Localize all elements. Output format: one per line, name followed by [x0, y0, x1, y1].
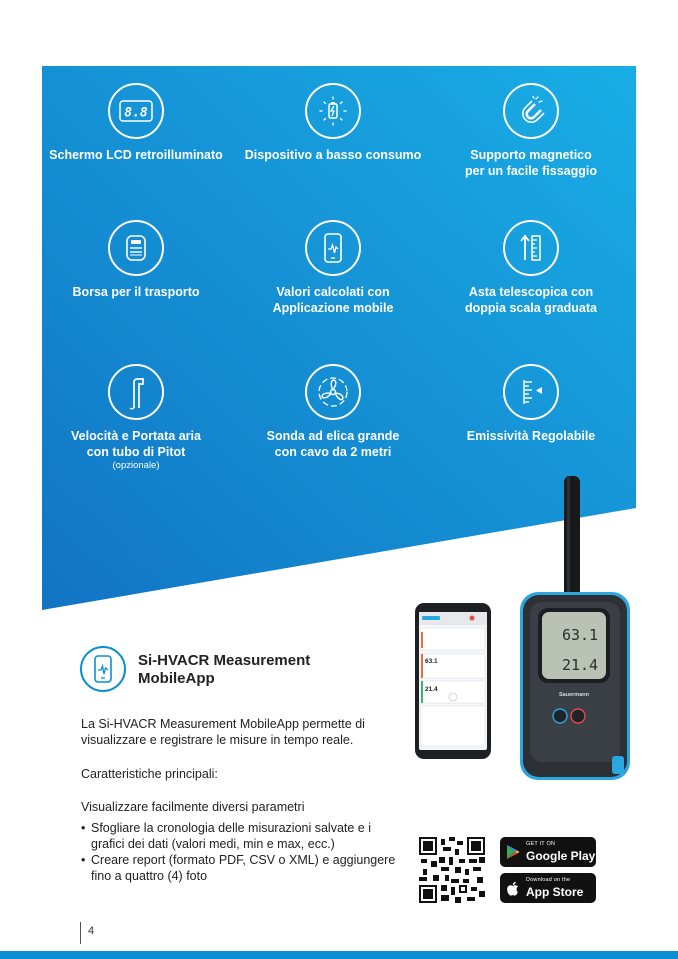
feature-telescopic: [431, 220, 631, 316]
device-brand: Sauermann: [559, 692, 589, 698]
smartphone-chart-icon: [305, 220, 361, 276]
svg-text:8.8: 8.8: [124, 105, 148, 121]
google-play-small: GET IT ON: [526, 841, 556, 848]
page-number-divider: [80, 922, 81, 944]
feature-fan-probe: [233, 364, 433, 460]
low-power-battery-icon: [305, 83, 361, 139]
features-heading: Caratteristiche principali:: [81, 767, 218, 781]
feature-label: Supporto magnetico per un facile fissaggio: [465, 148, 597, 178]
feature-label: Asta telescopica con doppia scala graduata: [465, 285, 597, 315]
feature-label: Velocità e Portata aria con tubo di Pitot: [71, 429, 201, 459]
footer-bar: [0, 951, 678, 959]
feature-lcd: [36, 83, 236, 163]
feature-label: Borsa per il trasporto: [72, 285, 200, 299]
feature-mobile-app: [233, 220, 433, 316]
feature-bullets: [81, 820, 401, 884]
google-play-icon: [500, 844, 526, 860]
magnet-icon: [503, 83, 559, 139]
list-item: • Sfogliare la cronologia delle misurazioni salvate e i grafici dei dati (valori medi, min e max, ecc.): [81, 820, 401, 852]
app-intro: La Si-HVACR Measurement MobileApp permette di visualizzare e registrare le misure in tempo reale.: [81, 717, 365, 747]
features-lead: Visualizzare facilmente diversi parametri: [81, 800, 305, 814]
feature-label: Valori calcolati con Applicazione mobile: [272, 285, 394, 315]
carry-bag-icon: [108, 220, 164, 276]
google-play-badge[interactable]: [500, 837, 596, 867]
phone-value-2: 21.4: [425, 686, 438, 693]
app-store-small: Download on the: [526, 877, 571, 884]
feature-label: Emissività Regolabile: [466, 429, 596, 443]
mobile-app-icon: [80, 646, 126, 692]
telescopic-ruler-icon: [503, 220, 559, 276]
lcd-display-icon: [108, 83, 164, 139]
hvacr-device: [508, 474, 638, 784]
fan-propeller-icon: [305, 364, 361, 420]
feature-bag: [36, 220, 236, 300]
device-display-bottom: 21.4: [561, 656, 599, 674]
adjustable-scale-icon: [503, 364, 559, 420]
pitot-tube-icon: [108, 364, 164, 420]
device-display-top: 63.1: [561, 626, 599, 644]
google-play-label: Google Play: [526, 848, 596, 863]
feature-magnet: [431, 83, 631, 179]
qr-code[interactable]: [419, 837, 485, 903]
smartphone-mockup: [414, 602, 492, 760]
app-store-badge[interactable]: [500, 873, 596, 903]
app-store-label: App Store: [526, 884, 584, 899]
app-title: Si-HVACR Measurement MobileApp: [138, 652, 311, 687]
feature-label: Dispositivo a basso consumo: [244, 148, 422, 162]
feature-label: Schermo LCD retroilluminato: [49, 148, 223, 162]
page-number: 4: [88, 925, 95, 937]
phone-value-1: 63.1: [425, 658, 438, 665]
list-item: • Creare report (formato PDF, CSV o XML) e aggiungere fino a quattro (4) foto: [81, 852, 401, 884]
feature-label: Sonda ad elica grande con cavo da 2 metri: [266, 429, 400, 459]
feature-sublabel: (opzionale): [112, 460, 160, 471]
apple-icon: [500, 881, 526, 896]
feature-pitot: [36, 364, 236, 471]
feature-low-power: [233, 83, 433, 163]
feature-emissivity: [431, 364, 631, 444]
